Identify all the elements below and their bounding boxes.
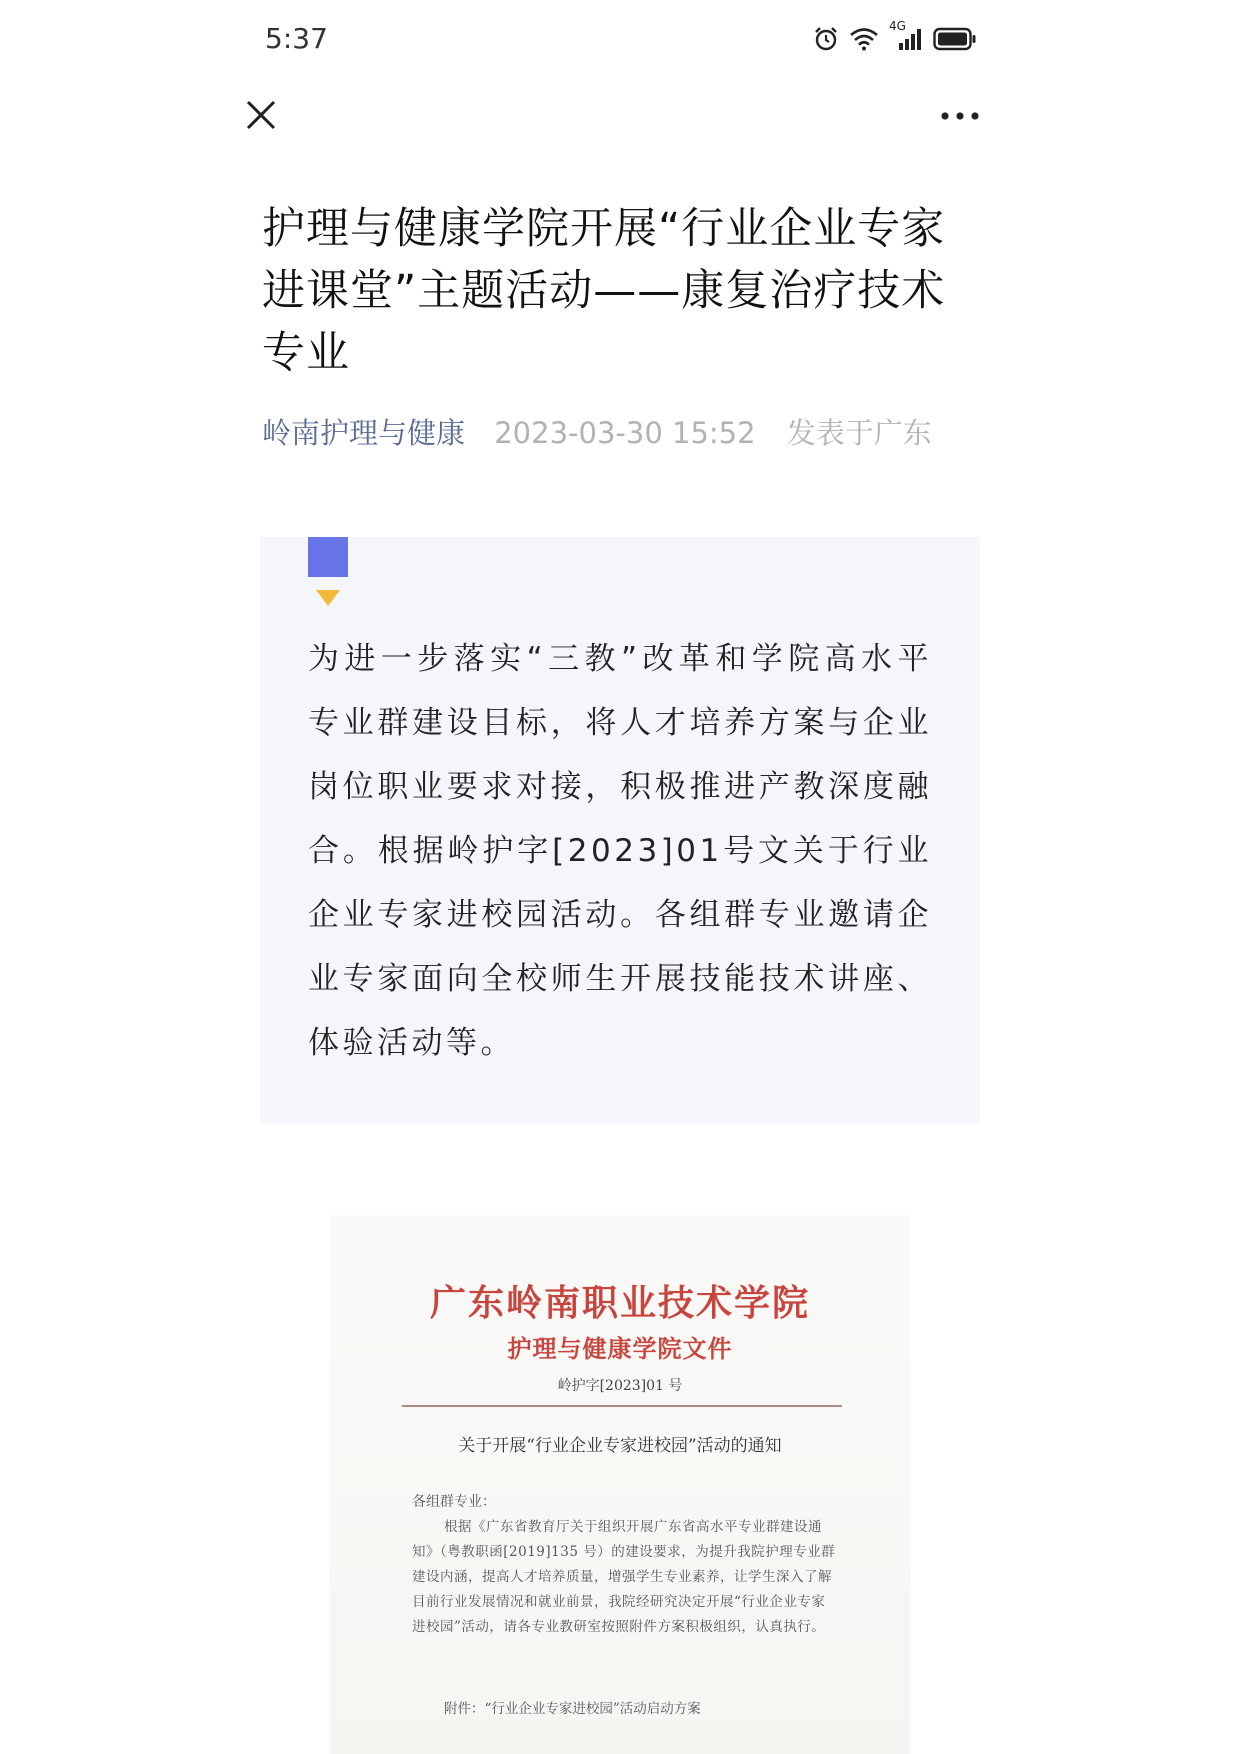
status-bar [0,0,1239,80]
battery-icon [933,27,977,51]
intro-paragraph: 为进一步落实“三教”改革和学院高水平专业群建设目标，将人才培养方案与企业岗位职业要求对接，积极推进产教深度融合。根据岭护字[2023]01号文关于行业企业专家进校园活动。各组群专业邀请企业专家面向全校师生开展技能技术讲座、体验活动等。 [308,641,932,1061]
decorative-square-icon [308,537,348,577]
article-meta [262,411,932,452]
doc-header-institution: 广东岭南职业技术学院 [429,1282,810,1324]
publish-date: 2023-03-30 15:52 [494,416,756,450]
status-icons [813,19,977,52]
more-icon [940,109,980,123]
doc-number: 岭护字[2023]01 号 [557,1378,683,1394]
doc-salutation: 各组群专业： [412,1494,496,1510]
doc-attachment: 附件：“行业企业专家进校园”活动启动方案 [444,1701,701,1717]
close-icon [244,98,278,132]
account-name-link[interactable]: 岭南护理与健康 [262,416,466,450]
document-image[interactable] [330,1215,910,1754]
article-title: 护理与健康学院开展“行业企业专家进课堂”主题活动——康复治疗技术专业 [262,204,946,378]
intro-box [260,537,980,1123]
doc-body: 根据《广东省教育厅关于组织开展广东省高水平专业群建设通知》（粤教职函[2019]135 号）的建设要求，为提升我院护理专业群建设内涵，提高人才培养质量，增强学生专业素养，让学生深入了解目前行业发展情况和就业前景，我院经研究决定开展“行业企业专家进校园”活动，请各专业教研室按照附件方案积极组织，认真执行。 [412,1519,836,1635]
signal-icon [889,19,923,51]
doc-header-department: 护理与健康学院文件 [507,1334,733,1363]
doc-notice-title: 关于开展“行业企业专家进校园”活动的通知 [458,1436,782,1456]
publish-location: 发表于广东 [786,416,932,450]
alarm-icon [813,26,839,52]
network-label: 4G [889,19,906,33]
decorative-triangle-icon [316,590,340,606]
status-time: 5:37 [265,22,328,55]
close-button[interactable] [244,98,278,132]
more-options-button[interactable] [940,108,980,122]
wifi-icon [849,27,879,51]
doc-divider [402,1405,842,1407]
top-navigation-bar [0,80,1239,150]
